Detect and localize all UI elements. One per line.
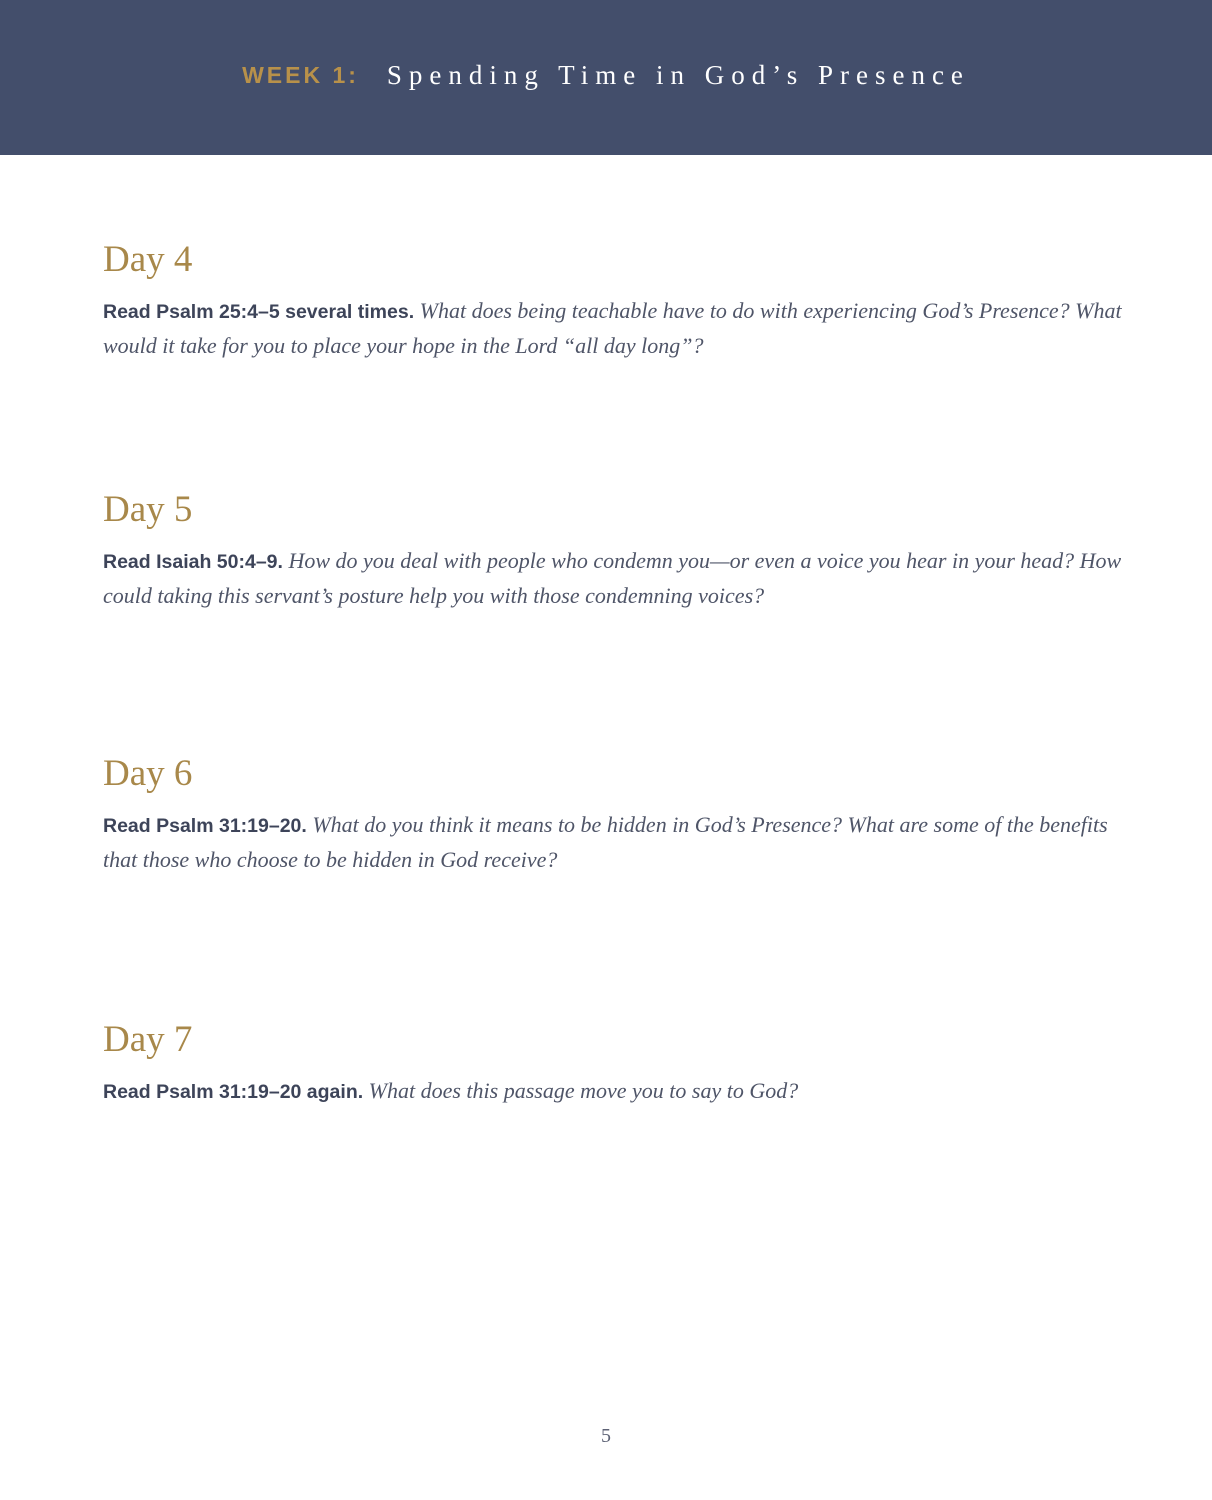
scripture-reading: Read Psalm 25:4–5 several times. <box>103 301 415 323</box>
week-subtitle: Spending Time in God’s Presence <box>386 60 970 90</box>
day-prompt <box>103 808 1133 877</box>
day-section <box>103 752 1133 877</box>
day-heading: Day 6 <box>103 753 193 794</box>
reflection-question: What does being teachable have to do with experiencing God’s Presence? What would it take for you to place your hope in the Lord “all day long”? <box>103 298 1122 358</box>
day-heading: Day 7 <box>103 1019 193 1060</box>
scripture-reading: Read Psalm 31:19–20. <box>103 815 307 837</box>
reflection-question: What does this passage move you to say to God? <box>368 1078 799 1103</box>
reflection-question: How do you deal with people who condemn you—or even a voice you hear in your head? How could taking this servant’s posture help you with those condemning voices? <box>103 548 1122 608</box>
header-title <box>0 60 1212 91</box>
day-heading: Day 5 <box>103 489 193 530</box>
header-band <box>0 0 1212 155</box>
day-section <box>103 488 1133 613</box>
day-prompt <box>103 294 1133 363</box>
day-section <box>103 238 1133 363</box>
scripture-reading: Read Isaiah 50:4–9. <box>103 551 283 573</box>
week-label: WEEK 1: <box>242 62 359 88</box>
page-number: 5 <box>601 1425 611 1447</box>
scripture-reading: Read Psalm 31:19–20 again. <box>103 1081 364 1103</box>
day-prompt <box>103 544 1133 613</box>
day-prompt <box>103 1074 1133 1109</box>
day-section <box>103 1018 1133 1109</box>
reflection-question: What do you think it means to be hidden in God’s Presence? What are some of the benefits that those who choose to be hidden in God receive? <box>103 812 1108 872</box>
day-heading: Day 4 <box>103 239 193 280</box>
